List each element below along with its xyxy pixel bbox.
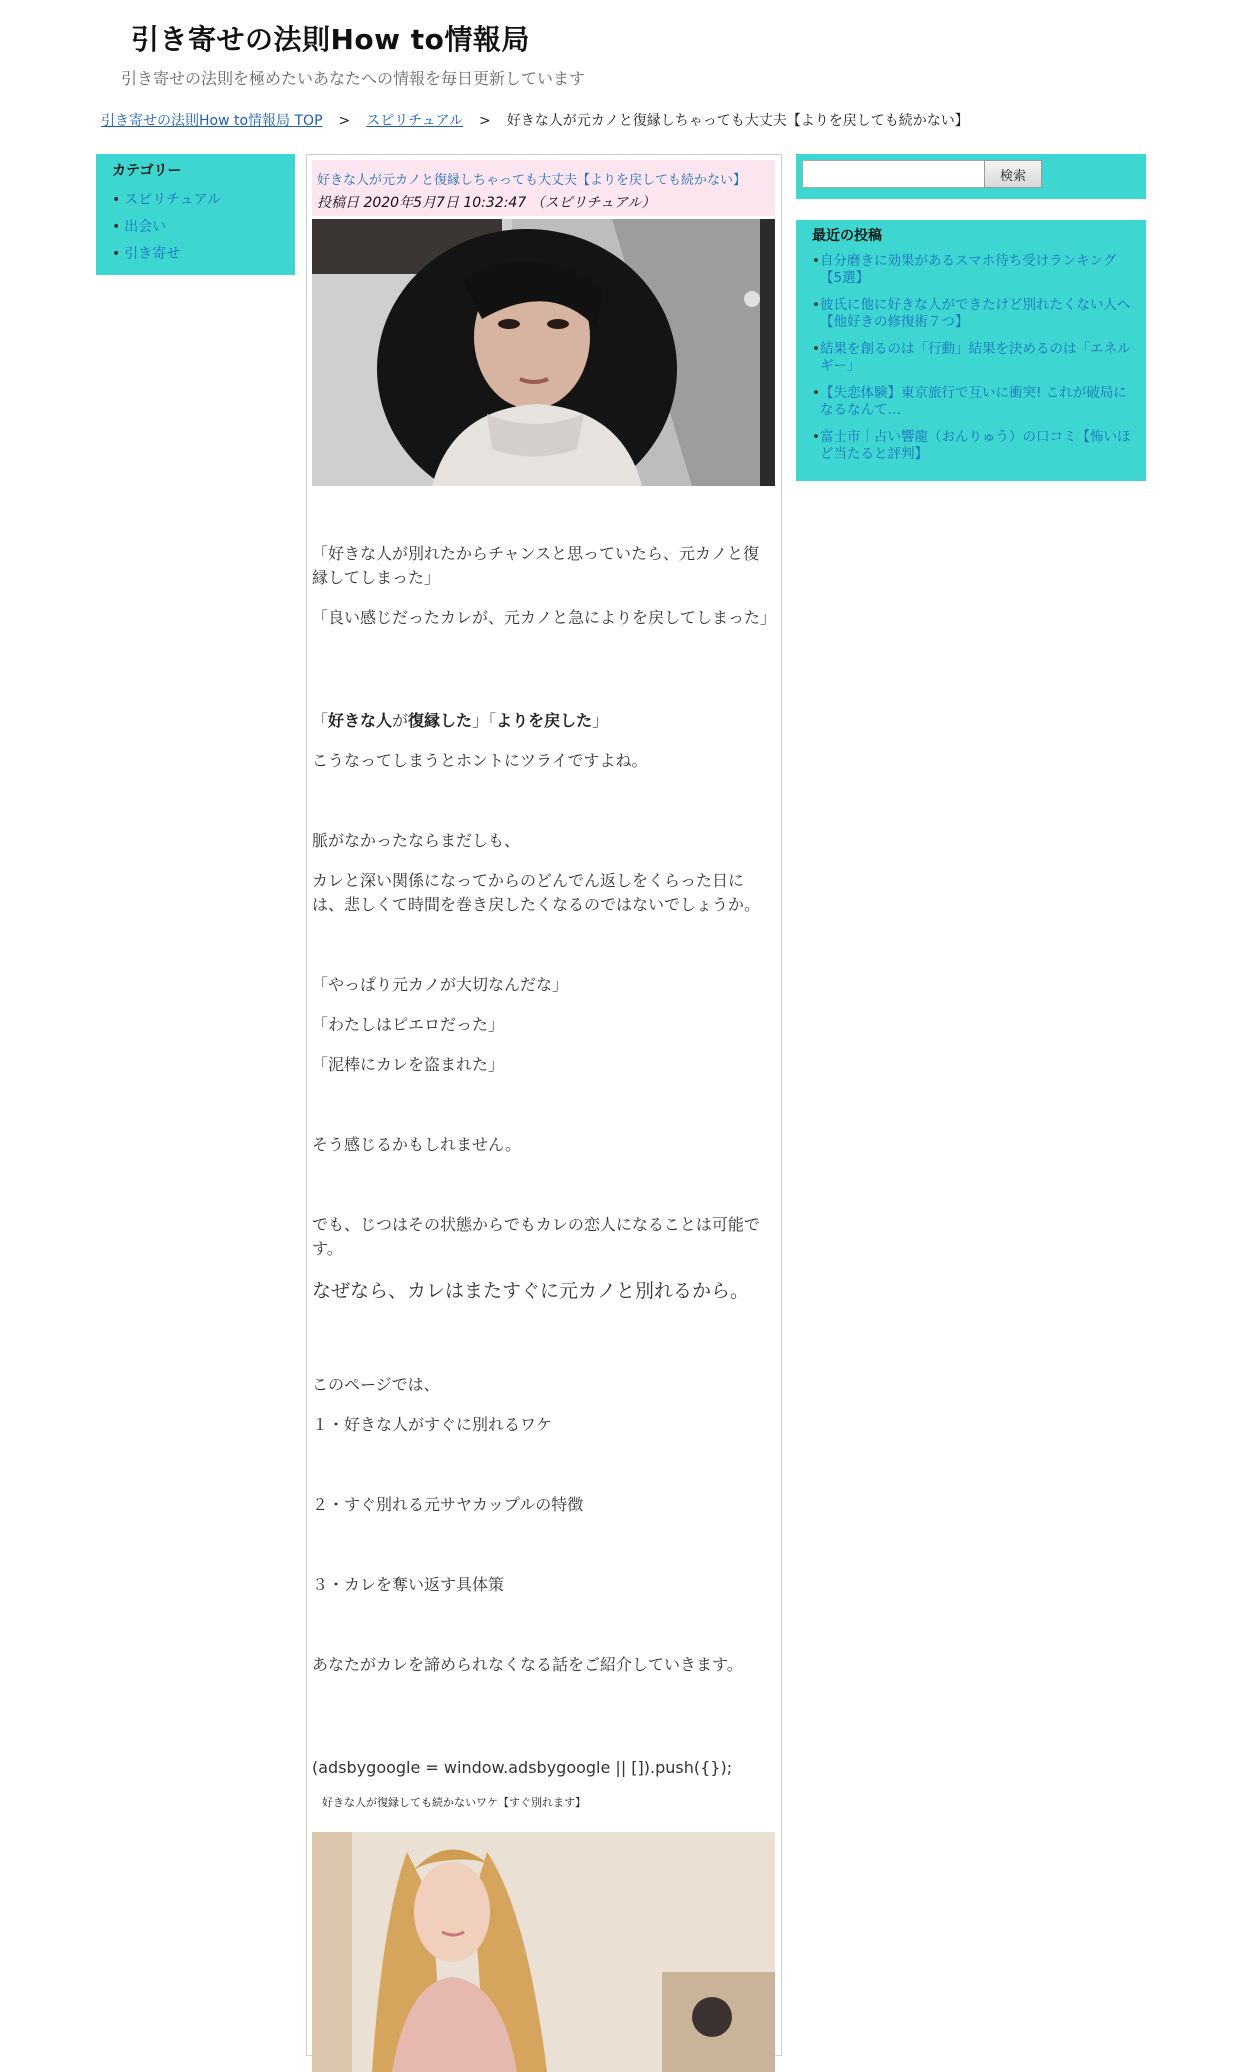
- article-paragraph: 脈がなかったならまだしも、: [312, 831, 521, 850]
- recent-posts-list: [812, 253, 1138, 473]
- bullet-icon: •: [812, 297, 820, 313]
- bullet-icon: •: [112, 192, 121, 208]
- breadcrumb-separator: >: [479, 113, 491, 129]
- article-paragraph: 「やっぱり元カノが大切なんだな」: [312, 975, 569, 994]
- article-paragraph: こうなってしまうとホントにツライですよね。: [312, 751, 648, 770]
- bullet-icon: •: [812, 385, 820, 401]
- category-label[interactable]: 出会い: [124, 219, 167, 235]
- bullet-icon: •: [812, 429, 820, 445]
- recent-post-item[interactable]: [812, 253, 1138, 287]
- category-item-spiritual[interactable]: [112, 187, 221, 214]
- text-fragment: 」「: [472, 711, 497, 730]
- article-paragraph: 「良い感じだったカレが、元カノと急によりを戻してしまった」: [312, 608, 777, 627]
- breadcrumb-separator: >: [338, 113, 351, 129]
- recent-posts-widget: [796, 220, 1146, 481]
- post-header: [312, 160, 775, 216]
- category-item-deai[interactable]: [112, 214, 221, 241]
- recent-post-link[interactable]: 【失恋体験】東京旅行で互いに衝突! これが破局になるなんて…: [820, 385, 1127, 418]
- article-paragraph: あなたがカレを諦められなくなる話をご紹介していきます。: [312, 1655, 743, 1674]
- article-paragraph: 「好きな人が別れたからチャンスと思っていたら、元カノと復縁してしまった」: [312, 544, 760, 587]
- bold-text: 復縁した: [408, 711, 473, 730]
- category-heading: カテゴリー: [112, 163, 182, 179]
- search-button[interactable]: 検索: [984, 160, 1042, 188]
- main-article: [306, 154, 782, 2056]
- search-widget: [796, 154, 1146, 199]
- article-paragraph: ３・カレを奪い返す具体策: [312, 1575, 505, 1594]
- featured-photo-woman: [312, 219, 775, 486]
- article-paragraph: ２・すぐ別れる元サヤカップルの特徴: [312, 1495, 584, 1514]
- text-fragment: 「: [312, 711, 329, 730]
- category-list: [112, 187, 221, 268]
- category-label[interactable]: 引き寄せ: [124, 246, 181, 262]
- recent-post-link[interactable]: 彼氏に他に好きな人ができたけど別れたくない人へ【他好きの修復術７つ】: [820, 297, 1131, 330]
- recent-posts-heading: 最近の投稿: [812, 228, 882, 244]
- article-paragraph: カレと深い関係になってからのどんでん返しをくらった日には、悲しくて時間を巻き戻したくなるのではないでしょうか。: [312, 871, 761, 914]
- breadcrumb: [101, 110, 969, 130]
- article-paragraph: そう感じるかもしれません。: [312, 1135, 521, 1154]
- post-title-link[interactable]: 好きな人が元カノと復縁しちゃっても大丈夫【よりを戻しても続かない】: [317, 173, 747, 188]
- breadcrumb-category-link[interactable]: スピリチュアル: [366, 113, 463, 129]
- post-date: 投稿日 2020年5月7日 10:32:47 （スピリチュアル）: [317, 195, 656, 211]
- bullet-icon: •: [812, 341, 820, 357]
- ad-script-text: (adsbygoogle = window.adsbygoogle || []).push({});: [312, 1758, 733, 1777]
- search-input[interactable]: [802, 160, 986, 188]
- bullet-icon: •: [112, 246, 121, 262]
- article-paragraph: このページでは、: [312, 1375, 440, 1394]
- article-paragraph-large: なぜなら、カレはまたすぐに元カノと別れるから。: [312, 1280, 750, 1302]
- recent-post-link[interactable]: 結果を創るのは「行動」結果を決めるのは「エネルギー」: [820, 341, 1131, 374]
- category-widget: [96, 154, 295, 275]
- bullet-icon: •: [812, 253, 820, 269]
- recent-post-item[interactable]: [812, 297, 1138, 331]
- text-fragment: 」: [592, 711, 609, 730]
- section-caption: 好きな人が復縁しても続かないワケ【すぐ別れます】: [322, 1796, 586, 1809]
- article-paragraph: １・好きな人がすぐに別れるワケ: [312, 1415, 553, 1434]
- article-paragraph-emphasis: [312, 709, 772, 733]
- bullet-icon: •: [112, 219, 121, 235]
- article-paragraph: 「わたしはピエロだった」: [312, 1015, 505, 1034]
- section-photo-woman: [312, 1832, 775, 2072]
- bold-text: 好きな人: [328, 711, 393, 730]
- site-title[interactable]: 引き寄せの法則How to情報局: [131, 23, 530, 56]
- breadcrumb-current: 好きな人が元カノと復縁しちゃっても大丈夫【よりを戻しても続かない】: [506, 113, 969, 129]
- breadcrumb-home-link[interactable]: 引き寄せの法則How to情報局 TOP: [101, 113, 323, 129]
- recent-post-item[interactable]: [812, 341, 1138, 375]
- recent-post-item[interactable]: [812, 429, 1138, 463]
- recent-post-item[interactable]: [812, 385, 1138, 419]
- article-paragraph: でも、じつはその状態からでもカレの恋人になることは可能です。: [312, 1215, 760, 1258]
- bold-text: よりを戻した: [496, 711, 593, 730]
- featured-photo-illustration: [312, 219, 775, 486]
- section-photo-illustration: [312, 1832, 775, 2072]
- site-description: 引き寄せの法則を極めたいあなたへの情報を毎日更新しています: [121, 69, 586, 88]
- recent-post-link[interactable]: 自分磨きに効果があるスマホ待ち受けランキング【5選】: [820, 253, 1117, 286]
- recent-post-link[interactable]: 富士市｜占い響龍（おんりゅう）の口コミ【怖いほど当たると評判】: [820, 429, 1131, 462]
- category-item-hikiyose[interactable]: [112, 241, 221, 268]
- text-fragment: が: [392, 711, 409, 730]
- article-paragraph: 「泥棒にカレを盗まれた」: [312, 1055, 505, 1074]
- category-label[interactable]: スピリチュアル: [124, 192, 222, 208]
